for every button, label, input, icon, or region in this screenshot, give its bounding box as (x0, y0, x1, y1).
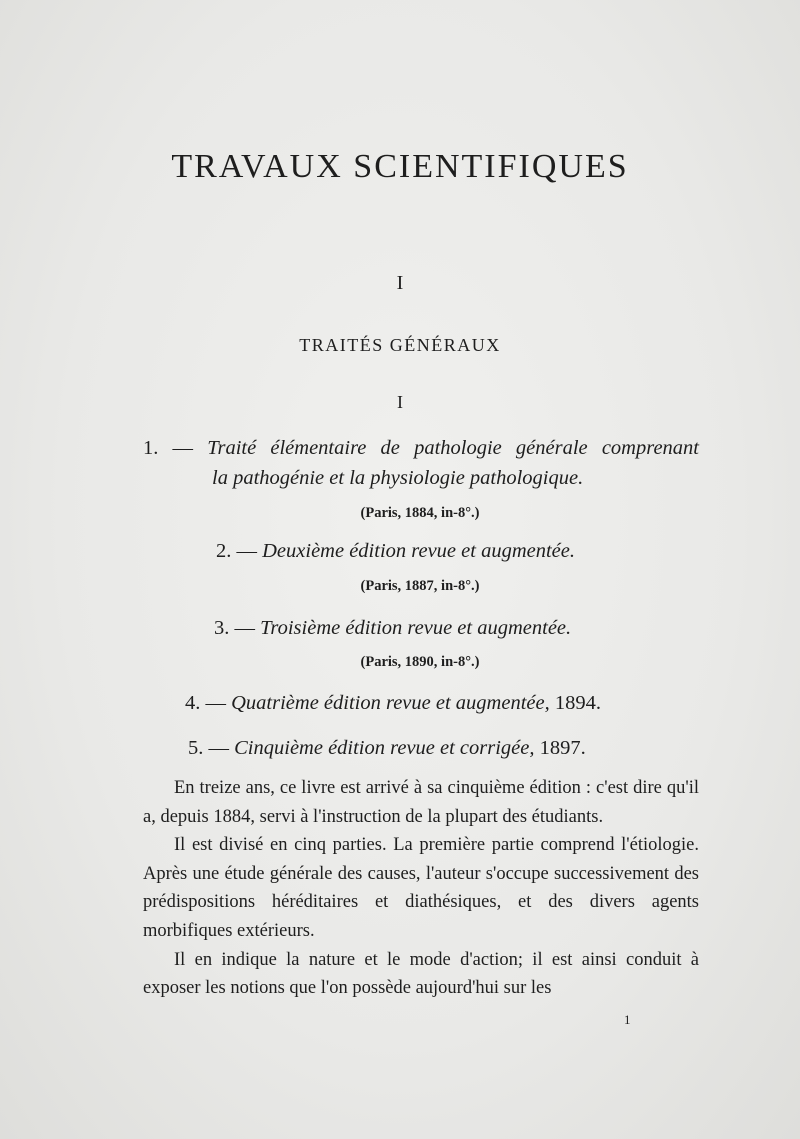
entry-2 (216, 540, 776, 563)
page-title: TRAVAUX SCIENTIFIQUES (171, 148, 629, 185)
publication-info: (Paris, 1890, in-8°.) (360, 654, 480, 670)
entry-dash: — (208, 737, 229, 759)
subsection-numeral: I (397, 392, 403, 412)
section-numeral: I (396, 272, 404, 294)
entry-title: Quatrième édition revue et augmentée, (231, 692, 550, 714)
entry-dash: — (172, 437, 194, 459)
entry-number: 5. (188, 737, 204, 759)
paragraph: Il en indique la nature et le mode d'action; il est ainsi conduit à exposer les notions que l'on possède aujourd'hui sur les (143, 949, 699, 999)
entry-number: 2. (216, 540, 232, 562)
entry-4 (185, 692, 745, 715)
entry-title: Traité élémentaire de pathologie générale comprenant (207, 437, 699, 459)
section-title: TRAITÉS GÉNÉRAUX (299, 335, 501, 355)
entry-1-line-2: la pathogénie et la physiologie pathologique. (212, 467, 584, 489)
entry-dash: — (234, 617, 255, 639)
entry-title: Deuxième édition revue et augmentée. (262, 540, 575, 562)
entry-number: 1. (143, 437, 159, 459)
publication-info: (Paris, 1887, in-8°.) (360, 578, 480, 594)
entry-title: Cinquième édition revue et corrigée, (234, 737, 535, 759)
entry-number: 4. (185, 692, 201, 714)
entry-year: 1894. (554, 692, 601, 714)
publication-info: (Paris, 1884, in-8°.) (360, 505, 480, 521)
entry-dash: — (236, 540, 257, 562)
body-text (143, 774, 699, 1003)
entry-5 (188, 737, 748, 760)
entry-dash: — (205, 692, 226, 714)
paragraph: Il est divisé en cinq parties. La première partie comprend l'étiologie. Après une étude générale des causes, l'auteur s'occupe successivement des prédispositions héréditaires et diathésiques, et des divers agents morbifiques extérieurs. (143, 835, 699, 941)
entry-number: 3. (214, 617, 230, 639)
page-folio: 1 (624, 1012, 631, 1027)
paragraph: En treize ans, ce livre est arrivé à sa cinquième édition : c'est dire qu'il a, depuis 1884, servi à l'instruction de la plupart des étudiants. (143, 778, 699, 827)
entry-year: 1897. (539, 737, 586, 759)
entry-1-line-1 (143, 437, 699, 460)
entry-title: Troisième édition revue et augmentée. (260, 617, 572, 639)
entry-3 (214, 617, 774, 640)
